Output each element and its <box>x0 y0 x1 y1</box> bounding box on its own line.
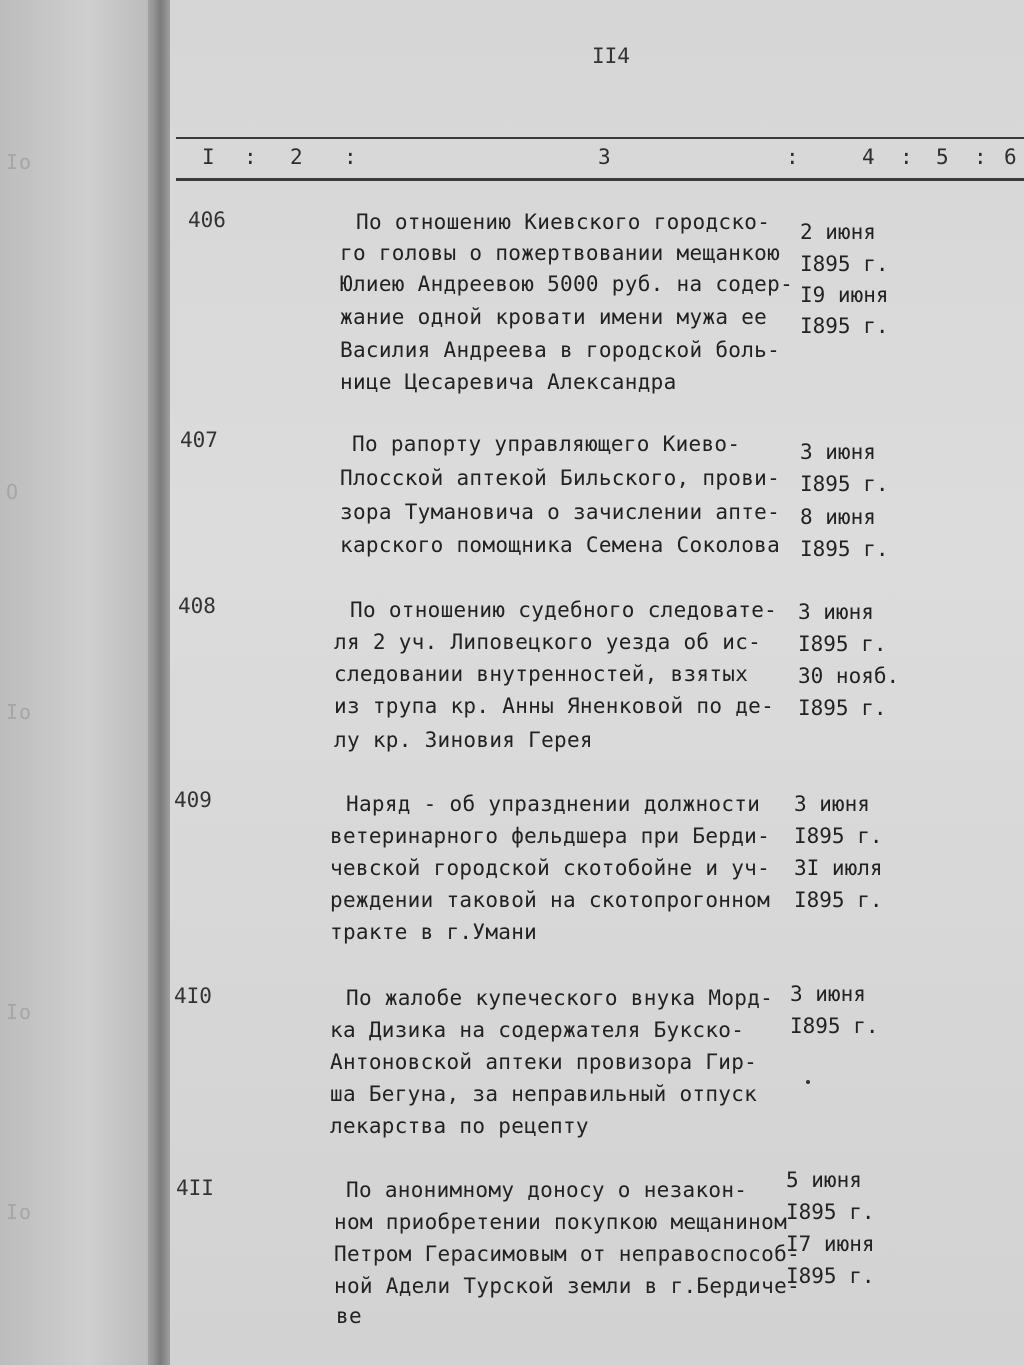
entry-description-line: следовании внутренностей, взятых <box>334 662 749 686</box>
entry-date-line: I895 г. <box>790 1014 879 1038</box>
column-header-separator: : <box>974 145 987 169</box>
entry-description-line: го головы о пожертвовании мещанкою <box>340 241 781 265</box>
bleed-through-text: Io <box>6 1000 33 1024</box>
entry-date-line: 2 июня <box>800 220 876 244</box>
entry-description-line: ной Адели Турской земли в г.Бердиче- <box>334 1274 800 1298</box>
entry-description-line: По отношению Киевского городско- <box>356 210 771 234</box>
entry-description-line: карского помощника Семена Соколова <box>340 533 781 557</box>
entry-description-line: Петром Герасимовым от неправоспособ- <box>334 1242 800 1266</box>
entry-description-line: чевской городской скотобойне и уч- <box>330 856 771 880</box>
entry-number: 406 <box>188 208 226 232</box>
entry-number: 409 <box>174 788 212 812</box>
entry-description-line: Наряд - об упразднении должности <box>346 792 761 816</box>
entry-description-line: По жалобе купеческого внука Морд- <box>346 986 774 1010</box>
entry-description-line: ля 2 уч. Липовецкого уезда об ис- <box>334 630 762 654</box>
column-header-1: I <box>202 145 215 169</box>
entry-description-line: ветеринарного фельдшера при Берди- <box>330 824 771 848</box>
ink-dot-mark <box>806 1080 810 1084</box>
entry-date-line: 3 июня <box>798 600 874 624</box>
entry-date-line: 3 июня <box>790 982 866 1006</box>
column-header-4: 4 <box>862 145 875 169</box>
entry-description-line: реждении таковой на скотопрогонном <box>330 888 771 912</box>
column-header-5: 5 <box>936 145 949 169</box>
entry-description-line: По отношению судебного следовате- <box>350 598 778 622</box>
entry-description-line: ве <box>336 1304 362 1328</box>
header-rule-top <box>176 137 1024 139</box>
entry-date-line: I9 июня <box>800 283 889 307</box>
entry-date-line: I895 г. <box>800 472 889 496</box>
entry-description-line: лу кр. Зиновия Герея <box>334 728 593 752</box>
entry-date-line: I895 г. <box>798 696 887 720</box>
entry-date-line: I7 июня <box>786 1232 875 1256</box>
entry-number: 407 <box>180 428 218 452</box>
entry-date-line: 3 июня <box>800 440 876 464</box>
bleed-through-text: O <box>6 480 20 504</box>
header-rule-bottom <box>176 178 1024 181</box>
bleed-through-text: Io <box>6 1200 33 1224</box>
entry-description-line: зора Тумановича о зачислении апте- <box>340 500 781 524</box>
column-header-2: 2 <box>290 145 303 169</box>
column-header-3: 3 <box>598 145 611 169</box>
column-header-6: 6 <box>1004 145 1017 169</box>
entry-date-line: 5 июня <box>786 1168 862 1192</box>
column-header-separator: : <box>344 145 357 169</box>
column-header-separator: : <box>244 145 257 169</box>
entry-date-line: 3I июля <box>794 856 883 880</box>
column-header-separator: : <box>900 145 913 169</box>
entry-date-line: I895 г. <box>798 632 887 656</box>
entry-date-line: I895 г. <box>794 888 883 912</box>
entry-description-line: По анонимному доносу о незакон- <box>346 1178 748 1202</box>
entry-date-line: 8 июня <box>800 505 876 529</box>
entry-description-line: ка Дизика на содержателя Букско- <box>330 1018 745 1042</box>
bleed-through-text: Io <box>6 700 33 724</box>
entry-description-line: ном приобретении покупкою мещанином <box>334 1210 788 1234</box>
entry-date-line: I895 г. <box>786 1200 875 1224</box>
entry-number: 408 <box>178 594 216 618</box>
page-number: II4 <box>592 44 630 68</box>
entry-date-line: I895 г. <box>794 824 883 848</box>
bleed-through-text: Io <box>6 150 33 174</box>
column-header-separator: : <box>786 145 799 169</box>
entry-date-line: 30 нояб. <box>798 664 900 688</box>
entry-date-line: 3 июня <box>794 792 870 816</box>
left-page-edge <box>0 0 160 1365</box>
entry-date-line: I895 г. <box>800 252 889 276</box>
entry-date-line: I895 г. <box>786 1264 875 1288</box>
entry-description-line: нице Цесаревича Александра <box>340 370 677 394</box>
entry-description-line: из трупа кр. Анны Яненковой по де- <box>334 694 775 718</box>
entry-description-line: Антоновской аптеки провизора Гир- <box>330 1050 758 1074</box>
entry-description-line: Юлиею Андреевою 5000 руб. на содер- <box>340 272 794 296</box>
entry-description-line: лекарства по рецепту <box>330 1114 589 1138</box>
entry-description-line: По рапорту управляющего Киево- <box>352 432 741 456</box>
entry-date-line: I895 г. <box>800 537 889 561</box>
entry-description-line: Василия Андреева в городской боль- <box>340 338 781 362</box>
entry-number: 4I0 <box>174 984 212 1008</box>
entry-description-line: жание одной кровати имени мужа ее <box>340 305 768 329</box>
entry-description-line: тракте в г.Умани <box>330 920 538 944</box>
entry-number: 4II <box>176 1176 214 1200</box>
entry-description-line: ша Бегуна, за неправильный отпуск <box>330 1082 758 1106</box>
entry-description-line: Плосской аптекой Бильского, прови- <box>340 466 781 490</box>
entry-date-line: I895 г. <box>800 314 889 338</box>
